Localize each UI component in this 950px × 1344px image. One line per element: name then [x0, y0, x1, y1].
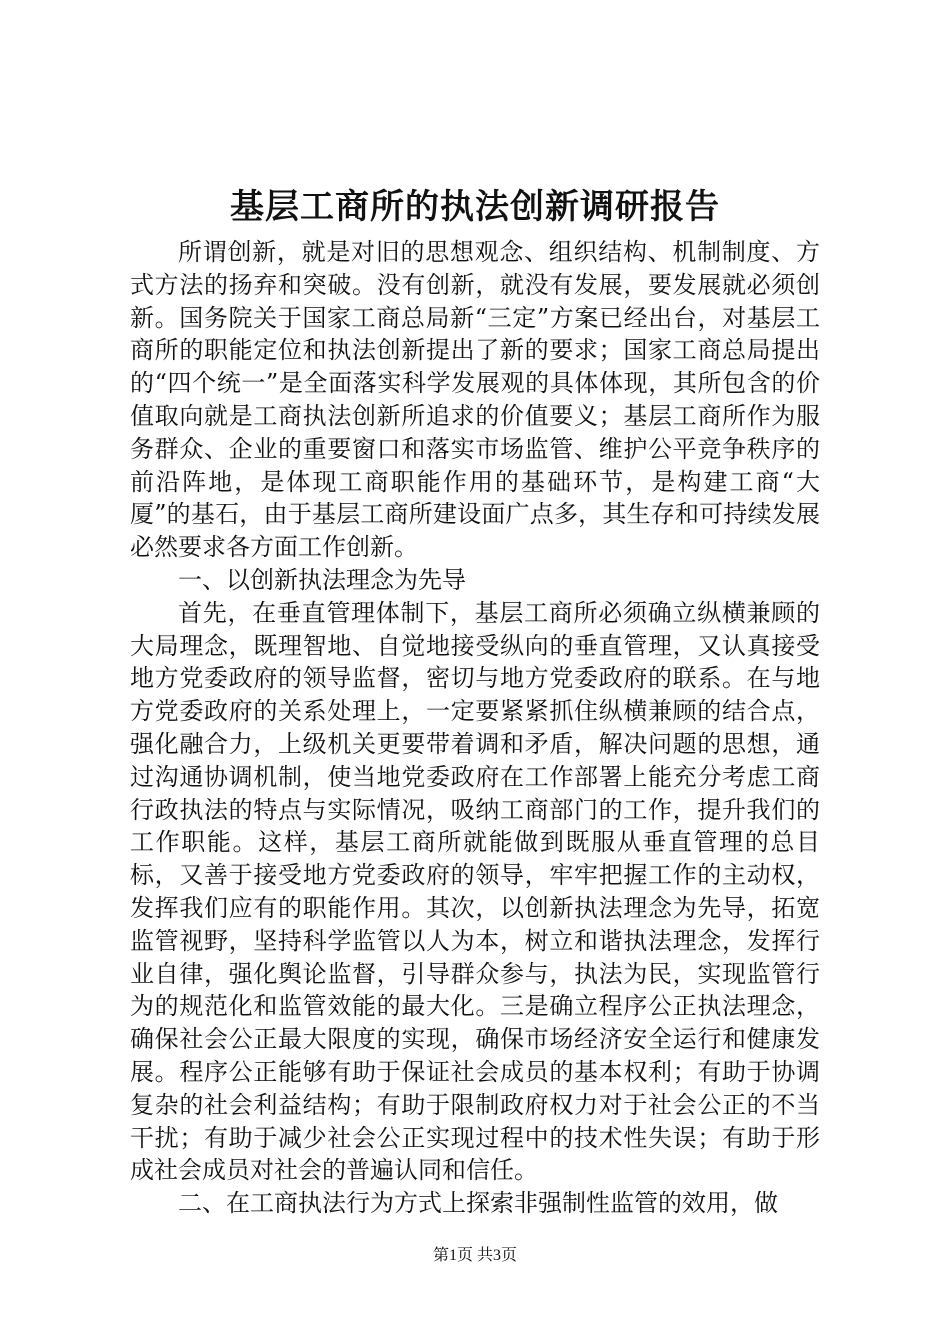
- document-body: [130, 236, 820, 1220]
- page-number-footer: 第1页 共3页: [432, 1247, 517, 1264]
- document-title: 基层工商所的执法创新调研报告: [230, 187, 720, 227]
- paragraph-section-1: 首先，在垂直管理体制下，基层工商所必须确立纵横兼顾的大局理念，既理智地、自觉地接受纵向的垂直管理，又认真接受地方党委政府的领导监督，密切与地方党委政府的联系。在与地方党委政府的关系处理上，一定要紧紧抓住纵横兼顾的结合点，强化融合力，上级机关更要带着调和矛盾，解决问题的思想，通过沟通协调机制，使当地党委政府在工作部署上能充分考虑工商行政执法的特点与实际情况，吸纳工商部门的工作，提升我们的工作职能。这样，基层工商所就能做到既服从垂直管理的总目标，又善于接受地方党委政府的领导，牢牢把握工作的主动权，发挥我们应有的职能作用。其次，以创新执法理念为先导，拓宽监管视野，坚持科学监管以人为本，树立和谐执法理念，发挥行业自律，强化舆论监督，引导群众参与，执法为民，实现监管行为的规范化和监管效能的最大化。三是确立程序公正执法理念，确保社会公正最大限度的实现，确保市场经济安全运行和健康发展。程序公正能够有助于保证社会成员的基本权利；有助于协调复杂的社会利益结构；有助于限制政府权力对于社会公正的不当干扰；有助于减少社会公正实现过程中的技术性失误；有助于形成社会成员对社会的普遍认同和信任。: [130, 598, 820, 1185]
- paragraph-intro: 所谓创新，就是对旧的思想观念、组织结构、机制制度、方式方法的扬弃和突破。没有创新，就没有发展，要发展就必须创新。国务院关于国家工商总局新“三定”方案已经出台，对基层工商所的职能定位和执法创新提出了新的要求；国家工商总局提出的“四个统一”是全面落实科学发展观的具体体现，其所包含的价值取向就是工商执法创新所追求的价值要义；基层工商所作为服务群众、企业的重要窗口和落实市场监管、维护公平竞争秩序的前沿阵地，是体现工商职能作用的基础环节，是构建工商“大厦”的基石，由于基层工商所建设面广点多，其生存和可持续发展必然要求各方面工作创新。: [130, 238, 820, 562]
- section-heading-1: 一、以创新执法理念为先导: [178, 565, 466, 594]
- section-heading-2: 二、在工商执法行为方式上探索非强制性监管的效用，做: [178, 1189, 778, 1218]
